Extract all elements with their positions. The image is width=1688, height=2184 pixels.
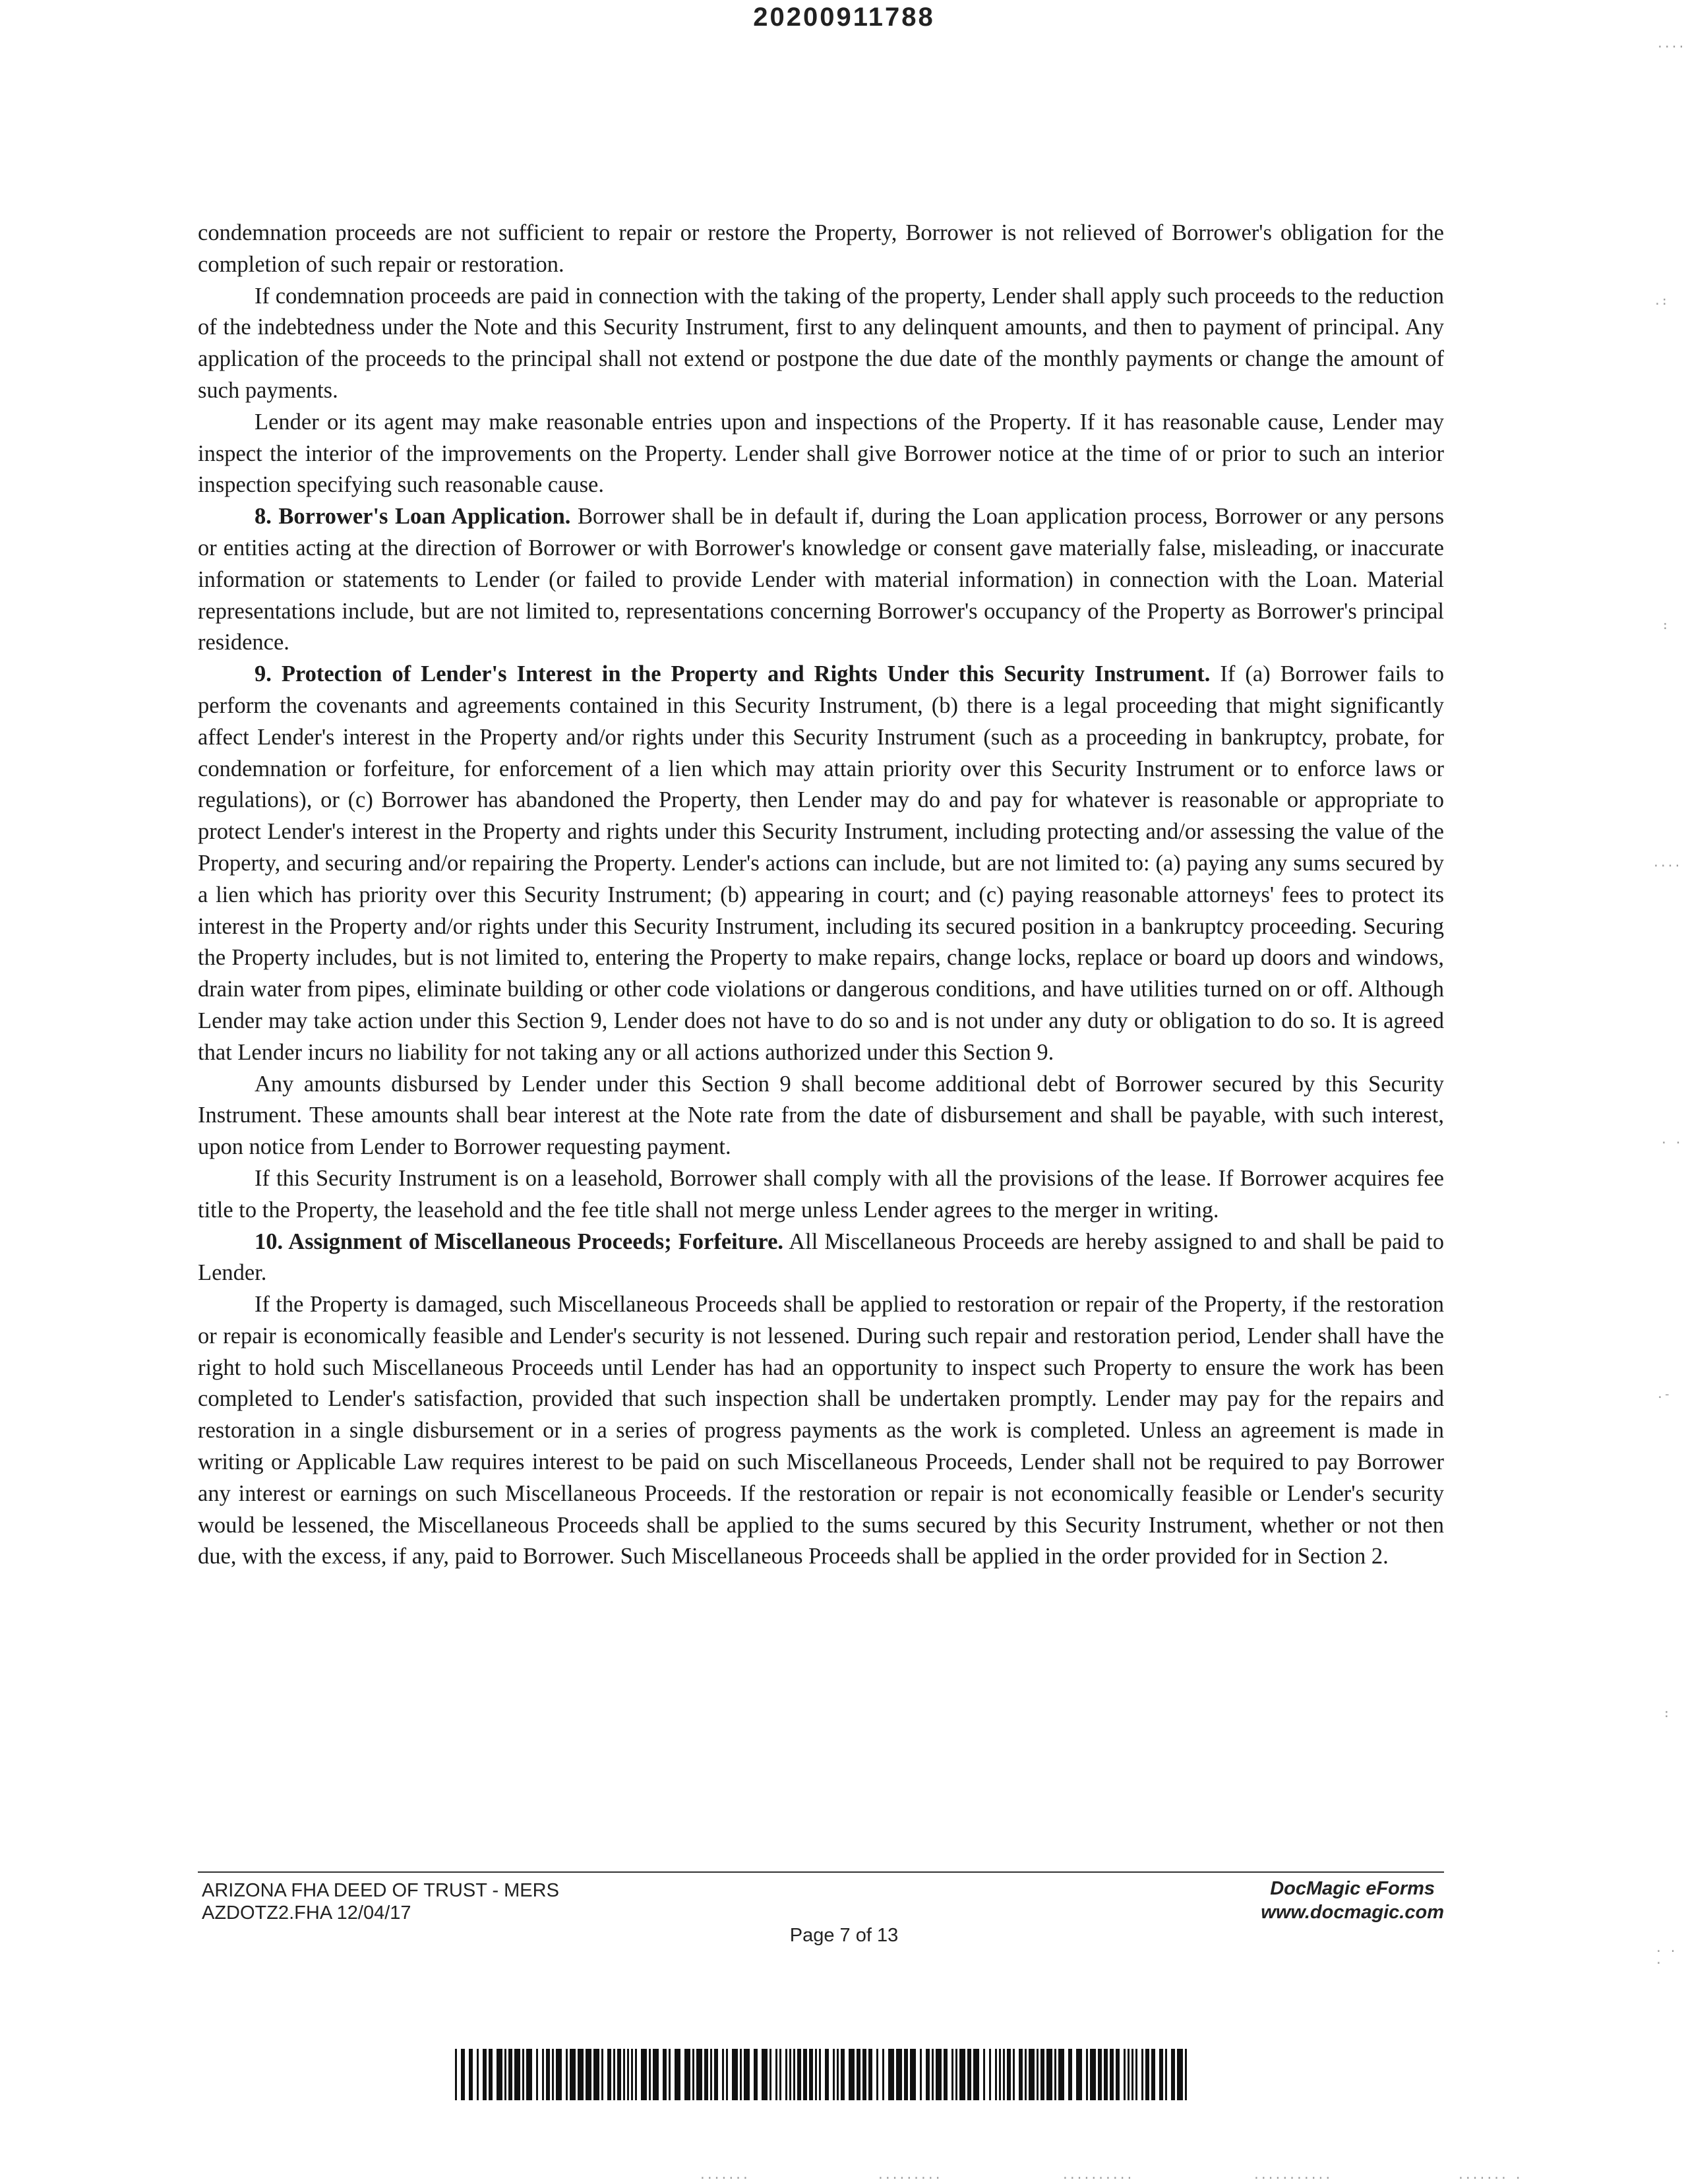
barcode-bar bbox=[1003, 2049, 1005, 2100]
barcode-bar bbox=[779, 2049, 781, 2100]
barcode-bar bbox=[578, 2049, 584, 2100]
barcode-bar bbox=[586, 2049, 591, 2100]
barcode-bar bbox=[1058, 2049, 1064, 2100]
barcode-bar bbox=[593, 2049, 599, 2100]
barcode-bar bbox=[613, 2049, 615, 2100]
barcode-bar bbox=[989, 2049, 991, 2100]
footer-page-number: Page 7 of 13 bbox=[789, 1925, 899, 1946]
scan-edge-mark: : bbox=[1662, 619, 1669, 632]
barcode-bar bbox=[797, 2049, 801, 2100]
barcode-bar bbox=[1019, 2049, 1023, 2100]
scan-edge-mark: .... bbox=[1652, 856, 1681, 870]
barcode-bar bbox=[744, 2049, 750, 2100]
barcode-bar bbox=[1116, 2049, 1120, 2100]
barcode-bar bbox=[1131, 2049, 1133, 2100]
barcode-bar bbox=[762, 2049, 768, 2100]
paragraph-condemnation-continued: condemnation proceeds are not sufficient to repair or restore the Property, Borrower is not relieved of Borrower's obligation for the completion of such repair or restoration. bbox=[198, 220, 1444, 277]
barcode-bar bbox=[815, 2049, 817, 2100]
barcode-bar bbox=[1007, 2049, 1011, 2100]
barcode-bar bbox=[1145, 2049, 1149, 2100]
footer-form-code: AZDOTZ2.FHA 12/04/17 bbox=[202, 1902, 411, 1924]
barcode-bar bbox=[932, 2049, 934, 2100]
barcode-bar bbox=[617, 2049, 621, 2100]
barcode-bar bbox=[1086, 2049, 1088, 2100]
barcode-bar bbox=[607, 2049, 611, 2100]
barcode-bar bbox=[910, 2049, 916, 2100]
barcode-bar bbox=[1068, 2049, 1072, 2100]
barcode-bar bbox=[882, 2049, 884, 2100]
scan-edge-mark: .- bbox=[1656, 1387, 1671, 1401]
scan-edge-mark: ....... . bbox=[1457, 2168, 1522, 2182]
barcode-bar bbox=[704, 2049, 708, 2100]
barcode-bar bbox=[1141, 2049, 1143, 2100]
barcode-bar bbox=[740, 2049, 742, 2100]
barcode-bar bbox=[973, 2049, 979, 2100]
footer-vendor-name: DocMagic eForms bbox=[1270, 1878, 1435, 1899]
barcode-bar bbox=[546, 2049, 550, 2100]
barcode-bar bbox=[1159, 2049, 1163, 2100]
barcode-bar bbox=[1025, 2049, 1027, 2100]
barcode-bar bbox=[789, 2049, 791, 2100]
barcode-bar bbox=[522, 2049, 524, 2100]
barcode-bar bbox=[754, 2049, 758, 2100]
paragraph-condemnation-proceeds: If condemnation proceeds are paid in connection with the taking of the property, Lender shall apply such proceeds to the reduction of the indebtedness under the Note and this Security Instrument, first to any delinquent amounts, and then to payment of principal. Any application of the proceeds to the principal shall not extend or postpone the due date of the monthly payments or change the amount of such payments. bbox=[198, 283, 1444, 403]
section-9-text: If (a) Borrower fails to perform the covenants and agreements contained in this Security Instrument, (b) there is a legal proceeding that might significantly affect Lender's interest in the Property and/or rights under this Security Instrument (such as a proceeding in bankruptcy, probate, for condemnation or forfeiture, for enforcement of a lien which may attain priority over this Security Instrument or to enforce laws or regulations), or (c) Borrower has abandoned the Property, then Lender may do and pay for whatever is reasonable or appropriate to protect Lender's interest in the Property and rights under this Security Instrument, including protecting and/or assessing the value of the Property, and securing and/or repairing the Property. Lender's actions can include, but are not limited to: (a) paying any sums secured by a lien which has priority over this Security Instrument; (b) appearing in court; and (c) paying reasonable attorneys' fees to protect its interest in the Property and/or rights under this Security Instrument, including its secured position in a bankruptcy proceeding. Securing the Property includes, but is not limited to, entering the Property to make repairs, change locks, replace or board up doors and windows, drain water from pipes, eliminate building or other code violations or dangerous conditions, and have utilities turned on or off. Although Lender may take action under this Section 9, Lender does not have to do so and is not under any duty or obligation to do so. It is agreed that Lender incurs no liability for not taking any or all actions authorized under this Section 9. bbox=[198, 661, 1444, 1065]
barcode-bar bbox=[959, 2049, 965, 2100]
barcode-bar bbox=[469, 2049, 473, 2100]
barcode-bar bbox=[926, 2049, 930, 2100]
scan-edge-mark: .... bbox=[1656, 37, 1685, 51]
barcode-bar bbox=[489, 2049, 493, 2100]
barcode-bar bbox=[726, 2049, 728, 2100]
barcode-bar bbox=[641, 2049, 647, 2100]
barcode-bar bbox=[876, 2049, 878, 2100]
barcode-bar bbox=[1110, 2049, 1114, 2100]
barcode-bar bbox=[809, 2049, 813, 2100]
barcode-bar bbox=[1177, 2049, 1183, 2100]
recording-number: 20200911788 bbox=[753, 3, 935, 32]
barcode-bar bbox=[649, 2049, 651, 2100]
barcode-bar bbox=[461, 2049, 465, 2100]
paragraph-amounts-disbursed: Any amounts disbursed by Lender under this Section 9 shall become additional debt of Borrower secured by this Security Instrument. These amounts shall bear interest at the Note rate from the date of disbursement and shall be payable, with such interest, upon notice from Lender to Borrower requesting payment. bbox=[198, 1071, 1444, 1160]
barcode-bar bbox=[635, 2049, 637, 2100]
barcode-bar bbox=[675, 2049, 680, 2100]
footer-vendor-url: www.docmagic.com bbox=[1261, 1902, 1444, 1923]
barcode-bar bbox=[1128, 2049, 1130, 2100]
barcode-bar bbox=[1185, 2049, 1187, 2100]
barcode-bar bbox=[837, 2049, 839, 2100]
barcode-bar bbox=[1013, 2049, 1015, 2100]
section-8-heading: 8. Borrower's Loan Application. bbox=[255, 504, 571, 530]
barcode-graphic bbox=[455, 2049, 1188, 2100]
scan-edge-mark: ....... bbox=[699, 2168, 749, 2182]
barcode-bar bbox=[732, 2049, 738, 2100]
barcode-bar bbox=[825, 2049, 829, 2100]
barcode-bar bbox=[833, 2049, 835, 2100]
barcode-bar bbox=[601, 2049, 603, 2100]
barcode-bar bbox=[653, 2049, 659, 2100]
barcode-bar bbox=[1098, 2049, 1102, 2100]
footer-divider bbox=[198, 1871, 1444, 1873]
section-8-text: Borrower shall be in default if, during the Loan application process, Borrower or any persons or entities acting at the direction of Borrower or with Borrower's knowledge or consent gave materially false, misleading, or inaccurate information or statements to Lender (or failed to provide Lender with material information) in connection with the Loan. Material representations include, but are not limited to, representations concerning Borrower's occupancy of the Property as Borrower's principal residence. bbox=[198, 504, 1444, 655]
barcode-bar bbox=[542, 2049, 544, 2100]
barcode-bar bbox=[1046, 2049, 1052, 2100]
barcode-bar bbox=[536, 2049, 538, 2100]
paragraph-leasehold: If this Security Instrument is on a leasehold, Borrower shall comply with all the provisions of the lease. If Borrower acquires fee title to the Property, the leasehold and the fee title shall not merge unless Lender agrees to the merger in writing. bbox=[198, 1165, 1444, 1223]
barcode-bar bbox=[722, 2049, 724, 2100]
barcode-bar bbox=[526, 2049, 532, 2100]
barcode-bar bbox=[631, 2049, 633, 2100]
barcode-bar bbox=[1040, 2049, 1044, 2100]
scan-edge-mark: .: bbox=[1654, 294, 1668, 308]
barcode-bar bbox=[514, 2049, 520, 2100]
scan-edge-mark: : bbox=[1663, 1707, 1670, 1720]
barcode bbox=[455, 2049, 1188, 2100]
barcode-bar bbox=[714, 2049, 718, 2100]
barcode-bar bbox=[663, 2049, 667, 2100]
section-10-heading: 10. Assignment of Miscellaneous Proceeds; Forfeiture. bbox=[255, 1228, 784, 1254]
barcode-bar bbox=[1029, 2049, 1035, 2100]
section-8 bbox=[198, 501, 1444, 659]
barcode-bar bbox=[904, 2049, 908, 2100]
barcode-bar bbox=[862, 2049, 866, 2100]
section-9-heading: 9. Protection of Lender's Interest in the Property and Rights Under this Security Instrument. bbox=[255, 661, 1211, 687]
barcode-bar bbox=[841, 2049, 845, 2100]
barcode-bar bbox=[1104, 2049, 1108, 2100]
barcode-bar bbox=[819, 2049, 821, 2100]
barcode-bar bbox=[955, 2049, 957, 2100]
paragraph-property-damaged: If the Property is damaged, such Miscellaneous Proceeds shall be applied to restoration or repair of the Property, if the restoration or repair is economically feasible and Lender's security is not lessened. During such repair and restoration period, Lender shall have the right to hold such Miscellaneous Proceeds until Lender has had an opportunity to inspect such Property to ensure the work has been completed to Lender's satisfaction, provided that such inspection shall be undertaken promptly. Lender may pay for the repairs and restoration in a single disbursement or in a series of progress payments as the work is completed. Unless an agreement is made in writing or Applicable Law requires interest to be paid on such Miscellaneous Proceeds, Lender shall not be required to pay Borrower any interest or earnings on such Miscellaneous Proceeds. If the restoration or repair is not economically feasible or Lender's security would be lessened, the Miscellaneous Proceeds shall be applied to the sums secured by this Security Instrument, whether or not then due, with the excess, if any, paid to Borrower. Such Miscellaneous Proceeds shall be applied in the order provided for in Section 2. bbox=[198, 1292, 1444, 1569]
scan-edge-mark: ........... bbox=[1253, 2168, 1332, 2182]
scan-edge-mark: . . bbox=[1660, 1133, 1682, 1147]
barcode-bar bbox=[566, 2049, 568, 2100]
barcode-bar bbox=[1151, 2049, 1155, 2100]
barcode-bar bbox=[552, 2049, 554, 2100]
barcode-bar bbox=[1124, 2049, 1126, 2100]
barcode-bar bbox=[888, 2049, 894, 2100]
section-10-text: All Miscellaneous Proceeds are hereby assigned to and shall be paid to Lender. bbox=[198, 1228, 1444, 1286]
barcode-bar bbox=[967, 2049, 971, 2100]
barcode-bar bbox=[556, 2049, 562, 2100]
barcode-bar bbox=[1037, 2049, 1039, 2100]
scan-edge-mark: . . . bbox=[1655, 1941, 1677, 1967]
barcode-bar bbox=[497, 2049, 502, 2100]
section-10 bbox=[198, 1227, 1444, 1290]
barcode-bar bbox=[769, 2049, 771, 2100]
barcode-bar bbox=[455, 2049, 457, 2100]
barcode-bar bbox=[504, 2049, 506, 2100]
barcode-bar bbox=[896, 2049, 902, 2100]
footer-vendor bbox=[1261, 1877, 1444, 1924]
barcode-bar bbox=[508, 2049, 512, 2100]
barcode-bar bbox=[1090, 2049, 1096, 2100]
barcode-bar bbox=[775, 2049, 777, 2100]
barcode-bar bbox=[936, 2049, 942, 2100]
document-body bbox=[198, 218, 1444, 1573]
barcode-bar bbox=[803, 2049, 807, 2100]
barcode-bar bbox=[1171, 2049, 1175, 2100]
barcode-bar bbox=[868, 2049, 872, 2100]
footer-form-title: ARIZONA FHA DEED OF TRUST - MERS bbox=[202, 1880, 559, 1901]
barcode-bar bbox=[710, 2049, 712, 2100]
barcode-bar bbox=[999, 2049, 1001, 2100]
barcode-bar bbox=[623, 2049, 625, 2100]
barcode-bar bbox=[785, 2049, 787, 2100]
barcode-bar bbox=[983, 2049, 985, 2100]
barcode-bar bbox=[920, 2049, 922, 2100]
scan-edge-mark: .......... bbox=[1062, 2168, 1133, 2182]
paragraph-inspections: Lender or its agent may make reasonable entries upon and inspections of the Property. If it has reasonable cause, Lender may inspect the interior of the improvements on the Property. Lender shall give Borrower notice at the time of or prior to such an interior inspection specifying such reasonable cause. bbox=[198, 409, 1444, 498]
barcode-bar bbox=[1165, 2049, 1167, 2100]
barcode-bar bbox=[1076, 2049, 1082, 2100]
barcode-bar bbox=[627, 2049, 629, 2100]
barcode-bar bbox=[951, 2049, 953, 2100]
barcode-bar bbox=[483, 2049, 487, 2100]
barcode-bar bbox=[692, 2049, 694, 2100]
section-9 bbox=[198, 659, 1444, 1068]
barcode-bar bbox=[1135, 2049, 1137, 2100]
barcode-bar bbox=[793, 2049, 795, 2100]
barcode-bar bbox=[669, 2049, 671, 2100]
barcode-bar bbox=[849, 2049, 855, 2100]
barcode-bar bbox=[570, 2049, 576, 2100]
barcode-bar bbox=[696, 2049, 702, 2100]
barcode-bar bbox=[857, 2049, 860, 2100]
scan-edge-mark: ......... bbox=[877, 2168, 942, 2182]
barcode-bar bbox=[684, 2049, 690, 2100]
barcode-bar bbox=[1054, 2049, 1056, 2100]
barcode-bar bbox=[995, 2049, 997, 2100]
barcode-bar bbox=[944, 2049, 948, 2100]
footer-form-info bbox=[202, 1879, 559, 1924]
barcode-bar bbox=[477, 2049, 479, 2100]
